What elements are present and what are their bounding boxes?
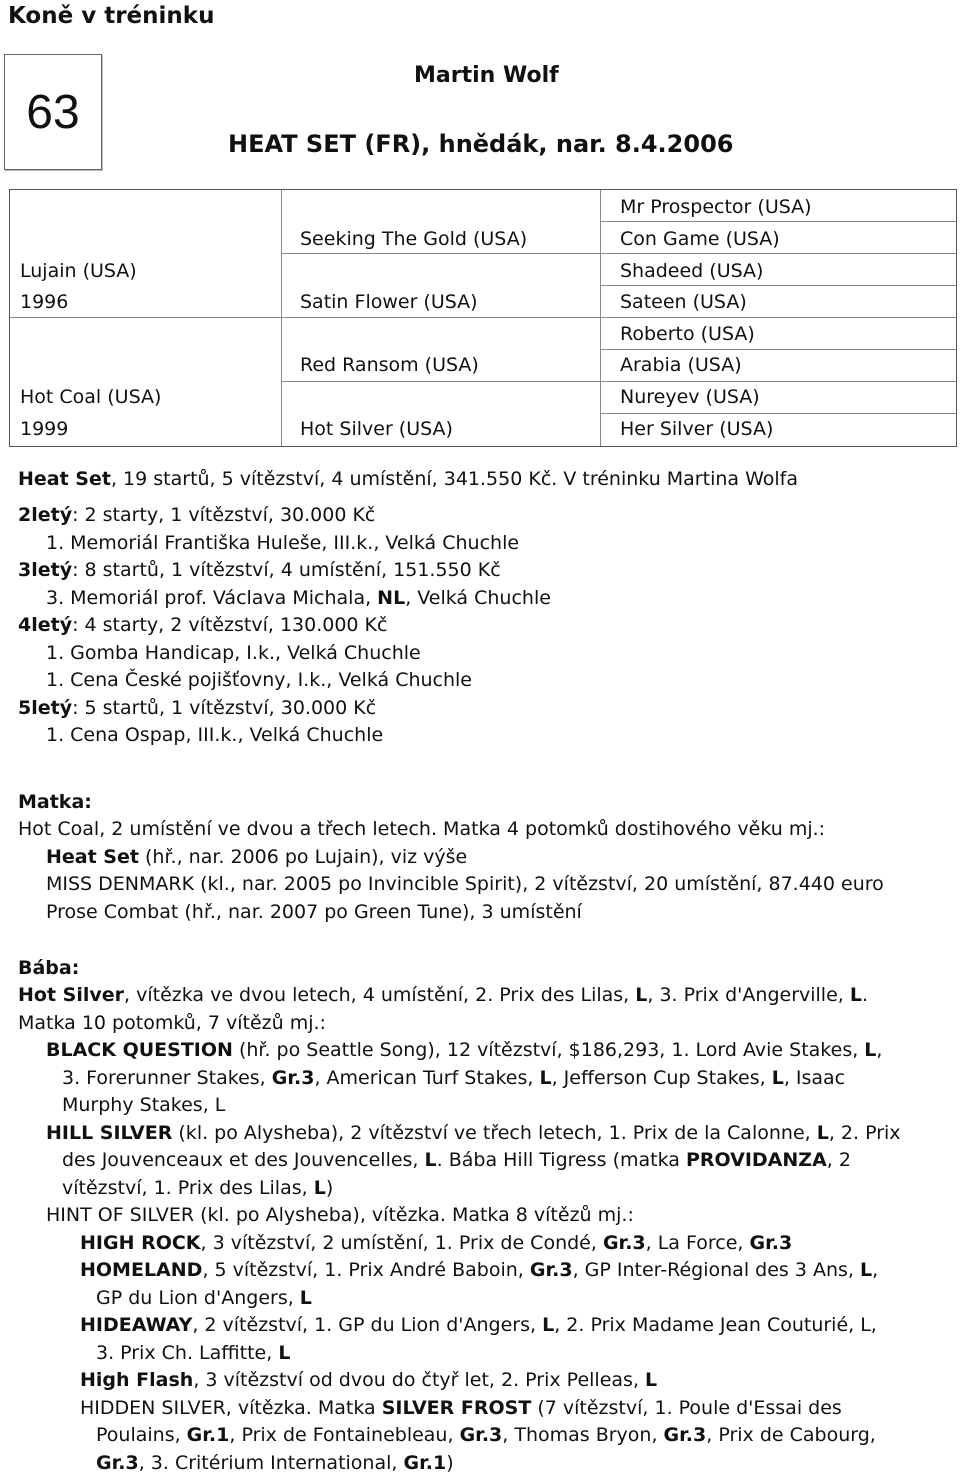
pedigree-g3-3: Shadeed (USA)	[620, 260, 764, 282]
hill-silver-3: vítězství, 1. Prix des Lilas, L)	[62, 1177, 334, 1199]
hidden-silver-3: Gr.3, 3. Critérium International, Gr.1)	[96, 1452, 454, 1474]
record-4yo-race-1: 1. Gomba Handicap, I.k., Velká Chuchle	[46, 642, 421, 664]
record-5yo-race: 1. Cena Ospap, III.k., Velká Chuchle	[46, 724, 384, 746]
hideaway-2: 3. Prix Ch. Laffitte, L	[96, 1342, 291, 1364]
hidden-silver-2: Poulains, Gr.1, Prix de Fontainebleau, Gr.3, Thomas Bryon, Gr.3, Prix de Cabourg,	[96, 1424, 876, 1446]
sire-name: Lujain (USA)	[20, 260, 137, 282]
pedigree-table	[9, 189, 957, 447]
high-rock: HIGH ROCK, 3 vítězství, 2 umístění, 1. Prix de Condé, Gr.3, La Force, Gr.3	[80, 1232, 793, 1254]
black-question-2: 3. Forerunner Stakes, Gr.3, American Turf Stakes, L, Jefferson Cup Stakes, L, Isaac	[62, 1067, 846, 1089]
pedigree-g3-6: Arabia (USA)	[620, 354, 742, 376]
dam-name: Hot Coal (USA)	[20, 386, 162, 408]
hidden-silver-1: HIDDEN SILVER, vítězka. Matka SILVER FROST (7 vítězství, 1. Poule d'Essai des	[80, 1397, 842, 1419]
record-4yo-race-2: 1. Cena České pojišťovny, I.k., Velká Chuchle	[46, 669, 472, 691]
hill-silver-2: des Jouvenceaux et des Jouvencelles, L. Bába Hill Tigress (matka PROVIDANZA, 2	[62, 1149, 851, 1171]
record-3yo-race: 3. Memoriál prof. Václava Michala, NL, Velká Chuchle	[46, 587, 551, 609]
pedigree-g3-8: Her Silver (USA)	[620, 418, 774, 440]
pedigree-g3-4: Sateen (USA)	[620, 291, 747, 313]
high-flash: High Flash, 3 vítězství od dvou do čtyř let, 2. Prix Pelleas, L	[80, 1369, 658, 1391]
record-2yo: 2letý: 2 starty, 1 vítězství, 30.000 Kč	[18, 504, 376, 526]
pedigree-g3-1: Mr Prospector (USA)	[620, 196, 812, 218]
page-title: Koně v tréninku	[8, 3, 215, 29]
record-summary: Heat Set, 19 startů, 5 vítězství, 4 umístění, 341.550 Kč. V tréninku Martina Wolfa	[18, 468, 798, 490]
record-2yo-race: 1. Memoriál Františka Huleše, III.k., Velká Chuchle	[46, 532, 520, 554]
sire-year: 1996	[20, 291, 69, 313]
homeland-2: GP du Lion d'Angers, L	[96, 1287, 312, 1309]
granddam-line-2: Matka 10 potomků, 7 vítězů mj.:	[18, 1012, 326, 1034]
pedigree-g3-5: Roberto (USA)	[620, 323, 755, 345]
granddam-line-1: Hot Silver, vítězka ve dvou letech, 4 umístění, 2. Prix des Lilas, L, 3. Prix d'Angerville, L.	[18, 984, 869, 1006]
record-3yo: 3letý: 8 startů, 1 vítězství, 4 umístění, 151.550 Kč	[18, 559, 501, 581]
dam-year: 1999	[20, 418, 69, 440]
homeland-1: HOMELAND, 5 vítězství, 1. Prix André Baboin, Gr.3, GP Inter-Régional des 3 Ans, L,	[80, 1259, 879, 1281]
hill-silver-1: HILL SILVER (kl. po Alysheba), 2 vítězství ve třech letech, 1. Prix de la Calonne, L, 2. Prix	[46, 1122, 901, 1144]
hideaway-1: HIDEAWAY, 2 vítězství, 1. GP du Lion d'Angers, L, 2. Prix Madame Jean Couturié, L,	[80, 1314, 877, 1336]
pedigree-g2-4: Hot Silver (USA)	[300, 418, 453, 440]
dam-offspring-1: Heat Set (hř., nar. 2006 po Lujain), viz výše	[46, 846, 468, 868]
horse-title: HEAT SET (FR), hnědák, nar. 8.4.2006	[228, 130, 734, 158]
dam-line: Hot Coal, 2 umístění ve dvou a třech letech. Matka 4 potomků dostihového věku mj.:	[18, 818, 826, 840]
trainer-name: Martin Wolf	[414, 63, 559, 88]
pedigree-g2-2: Satin Flower (USA)	[300, 291, 478, 313]
granddam-heading: Bába:	[18, 957, 80, 979]
pedigree-g2-1: Seeking The Gold (USA)	[300, 228, 528, 250]
black-question-1: BLACK QUESTION (hř. po Seattle Song), 12 vítězství, $186,293, 1. Lord Avie Stakes, L,	[46, 1039, 883, 1061]
pedigree-g2-3: Red Ransom (USA)	[300, 354, 479, 376]
entry-number: 63	[4, 54, 102, 170]
record-4yo: 4letý: 4 starty, 2 vítězství, 130.000 Kč	[18, 614, 388, 636]
black-question-3: Murphy Stakes, L	[62, 1094, 226, 1116]
dam-offspring-2: MISS DENMARK (kl., nar. 2005 po Invincible Spirit), 2 vítězství, 20 umístění, 87.440 euro	[46, 873, 884, 895]
pedigree-g3-2: Con Game (USA)	[620, 228, 780, 250]
dam-heading: Matka:	[18, 791, 92, 813]
dam-offspring-3: Prose Combat (hř., nar. 2007 po Green Tune), 3 umístění	[46, 901, 582, 923]
pedigree-g3-7: Nureyev (USA)	[620, 386, 760, 408]
hint-of-silver: HINT OF SILVER (kl. po Alysheba), vítězka. Matka 8 vítězů mj.:	[46, 1204, 634, 1226]
record-5yo: 5letý: 5 startů, 1 vítězství, 30.000 Kč	[18, 697, 377, 719]
